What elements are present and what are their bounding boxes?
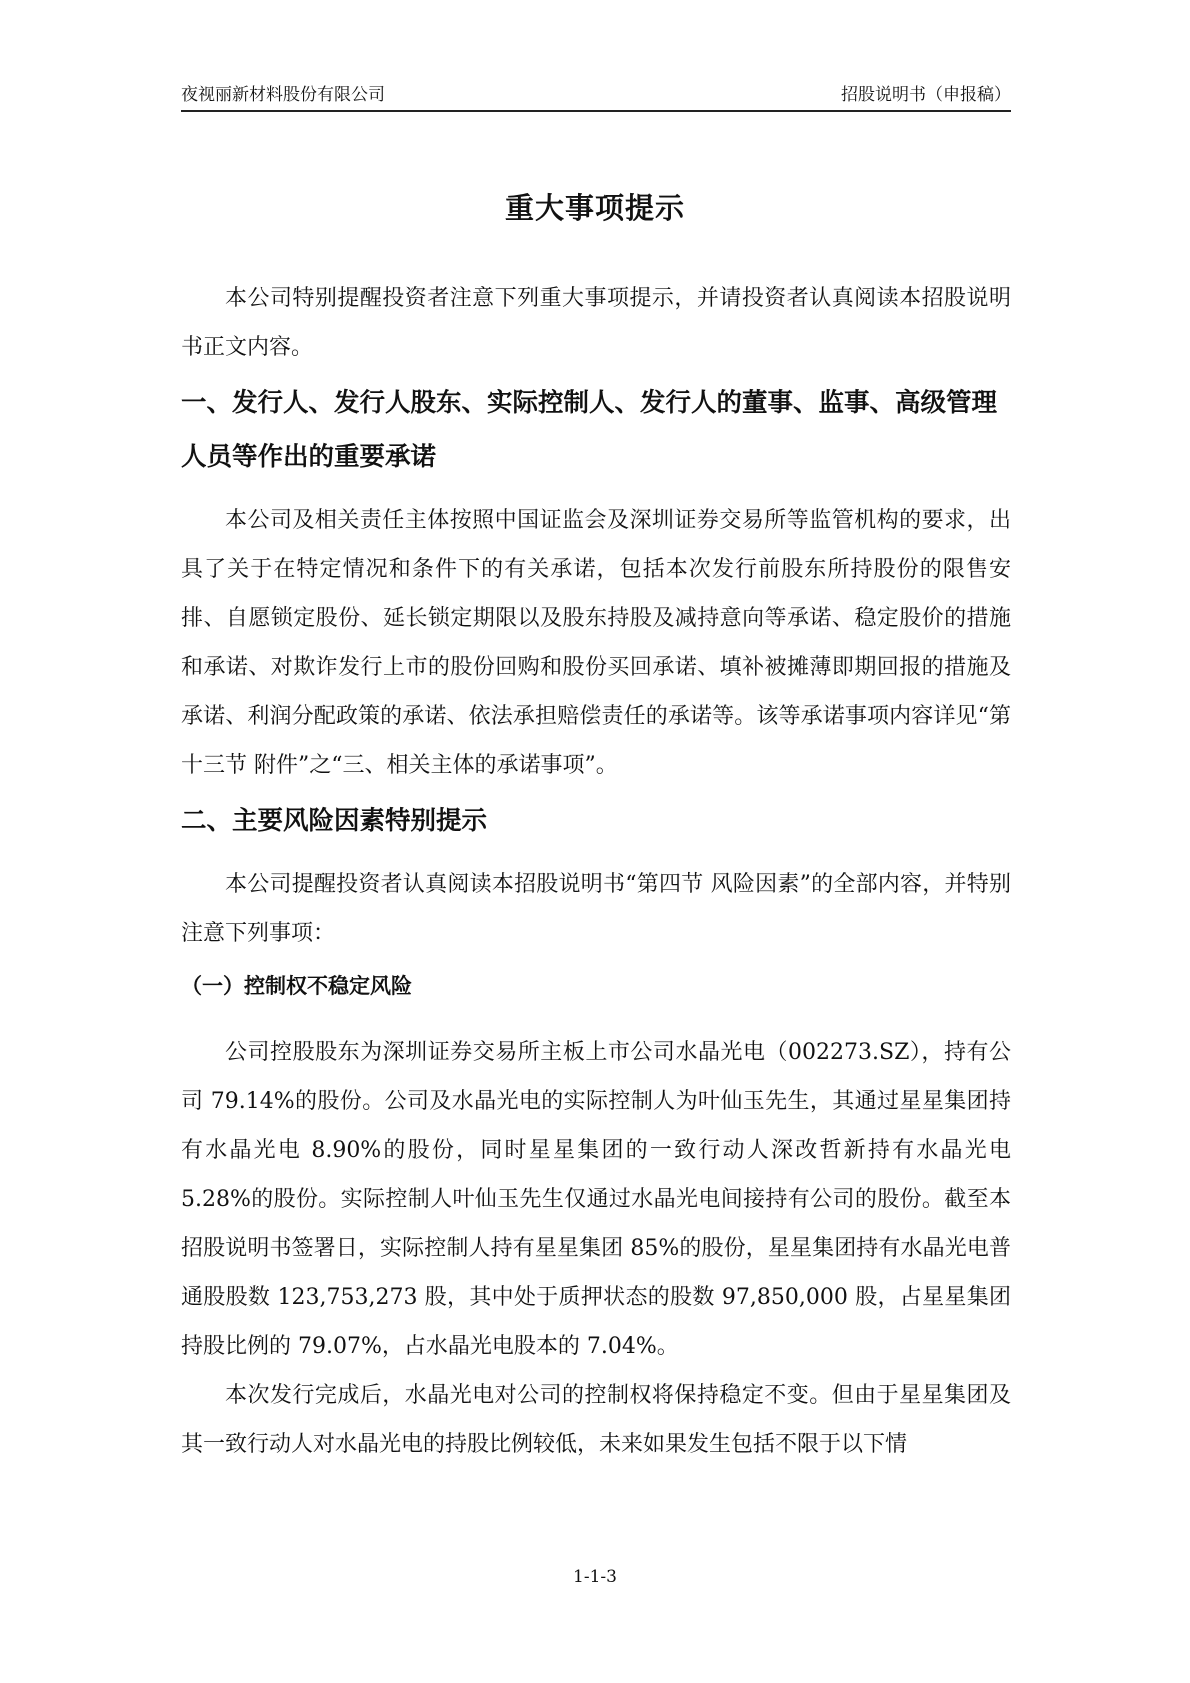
- section-1-paragraph: 本公司及相关责任主体按照中国证监会及深圳证券交易所等监管机构的要求，出具了关于在特定情况和条件下的有关承诺，包括本次发行前股东所持股份的限售安排、自愿锁定股份、延长锁定期限以及股东持股及减持意向等承诺、稳定股价的措施和承诺、对欺诈发行上市的股份回购和股份买回承诺、填补被摊薄即期回报的措施及承诺、利润分配政策的承诺、依法承担赔偿责任的承诺等。该等承诺事项内容详见“第十三节 附件”之“三、相关主体的承诺事项”。: [181, 508, 1011, 778]
- page-number: 1-1-3: [573, 1567, 617, 1587]
- header-document-type: 招股说明书（申报稿）: [841, 85, 1011, 105]
- main-content: [181, 274, 1011, 1469]
- section-2-heading: 二、主要风险因素特别提示: [181, 806, 488, 836]
- subsection-1-paragraph-1: 公司控股股东为深圳证券交易所主板上市公司水晶光电（002273.SZ），持有公司 79.14%的股份。公司及水晶光电的实际控制人为叶仙玉先生，其通过星星集团持有水晶光电 8.90%的股份，同时星星集团的一致行动人深改哲新持有水晶光电 5.28%的股份。实际控制人叶仙玉先生仅通过水晶光电间接持有公司的股份。截至本招股说明书签署日，实际控制人持有星星集团 85%的股份，星星集团持有水晶光电普通股股数 123,753,273 股，其中处于质押状态的股数 97,850,000 股，占星星集团持股比例的 79.07%，占水晶光电股本的 7.04%。: [181, 1040, 1011, 1359]
- subsection-1-paragraph-2: 本次发行完成后，水晶光电对公司的控制权将保持稳定不变。但由于星星集团及其一致行动人对水晶光电的持股比例较低，未来如果发生包括不限于以下情: [181, 1383, 1011, 1457]
- page-title: 重大事项提示: [504, 191, 685, 225]
- section-2-paragraph: 本公司提醒投资者认真阅读本招股说明书“第四节 风险因素”的全部内容，并特别注意下列事项：: [181, 872, 1011, 946]
- subsection-1-heading: （一）控制权不稳定风险: [181, 974, 412, 998]
- page-header: [181, 84, 1011, 112]
- intro-paragraph: 本公司特别提醒投资者注意下列重大事项提示，并请投资者认真阅读本招股说明书正文内容。: [181, 286, 1011, 360]
- section-1-heading: 一、发行人、发行人股东、实际控制人、发行人的董事、监事、高级管理人员等作出的重要承诺: [181, 388, 998, 472]
- header-company-name: 夜视丽新材料股份有限公司: [181, 85, 385, 105]
